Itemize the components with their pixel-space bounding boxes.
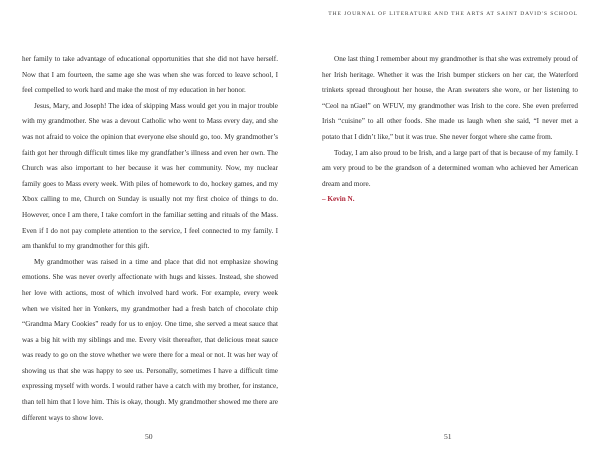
running-head: THE JOURNAL OF LITERATURE AND THE ARTS AT SAINT DAVID'S SCHOOL (328, 11, 578, 17)
right-paragraph-2: Today, I am also proud to be Irish, and a large part of that is because of my family. I am very proud to be the grandson of a determined woman who achieved her American dream and more. (322, 148, 578, 188)
page-number-left: 50 (145, 432, 153, 441)
right-paragraph-1: One last thing I remember about my grandmother is that she was extremely proud of her Irish heritage. Whether it was the Irish bumper stickers on her car, the Waterford trinkets spread throughout her house, the Aran sweaters she wore, or her listening to “Ceol na nGael” on WFUV, my grandmother was Irish to the core. She even preferred Irish “cuisine” to all other foods. She made us laugh when she said, “I never met a potato that I didn’t like,” but it was true. She never forgot where she came from. (322, 55, 578, 141)
left-paragraph-1: her family to take advantage of educational opportunities that she did not have herself. Now that I am fourteen, the same age she was when she was forced to leave school, I feel compelled to work hard and make the most of my education in her honor. (22, 55, 278, 95)
left-paragraph-2: Jesus, Mary, and Joseph! The idea of skipping Mass would get you in major trouble with my grandmother. She was a devout Catholic who went to Mass every day, and she was not afraid to voice the opinion that everyone else should go, too. My grandmother’s faith got her through difficult times like my grandfather’s illness and even her own. The Church was also important to her because it was her community. Now, my nuclear family goes to Mass every week. With piles of homework to do, hockey games, and my Xbox calling to me, Church on Sunday is usually not my first choice of things to do. However, once I am there, I take comfort in the familiar setting and rituals of the Mass. Even if I do not pay complete attention to the service, I feel connected to my family. I am thankful to my grandmother for this gift. (22, 101, 278, 251)
author-signature: – Kevin N. (322, 195, 355, 204)
right-page (322, 52, 578, 208)
page-number-right: 51 (444, 432, 452, 441)
left-paragraph-3: My grandmother was raised in a time and place that did not emphasize showing emotions. She was never overly affectionate with hugs and kisses. Instead, she showed her love with actions, most of which involved hard work. For example, every week when we visited her in Yonkers, my grandmother had a fresh batch of chocolate chip “Grandma Mary Cookies” ready for us to enjoy. One time, she served a meat sauce that was a big hit with my siblings and me. Every visit thereafter, that delicious meat sauce was ready to go on the stove whether we were there for a meal or not. It was her way of showing us that she was happy to see us. Personally, sometimes I have a difficult time expressing myself with words. I would rather have a catch with my brother, for instance, than tell him that I love him. This is okay, though. My grandmother showed me there are different ways to show love. (22, 257, 278, 422)
left-page (22, 52, 278, 426)
